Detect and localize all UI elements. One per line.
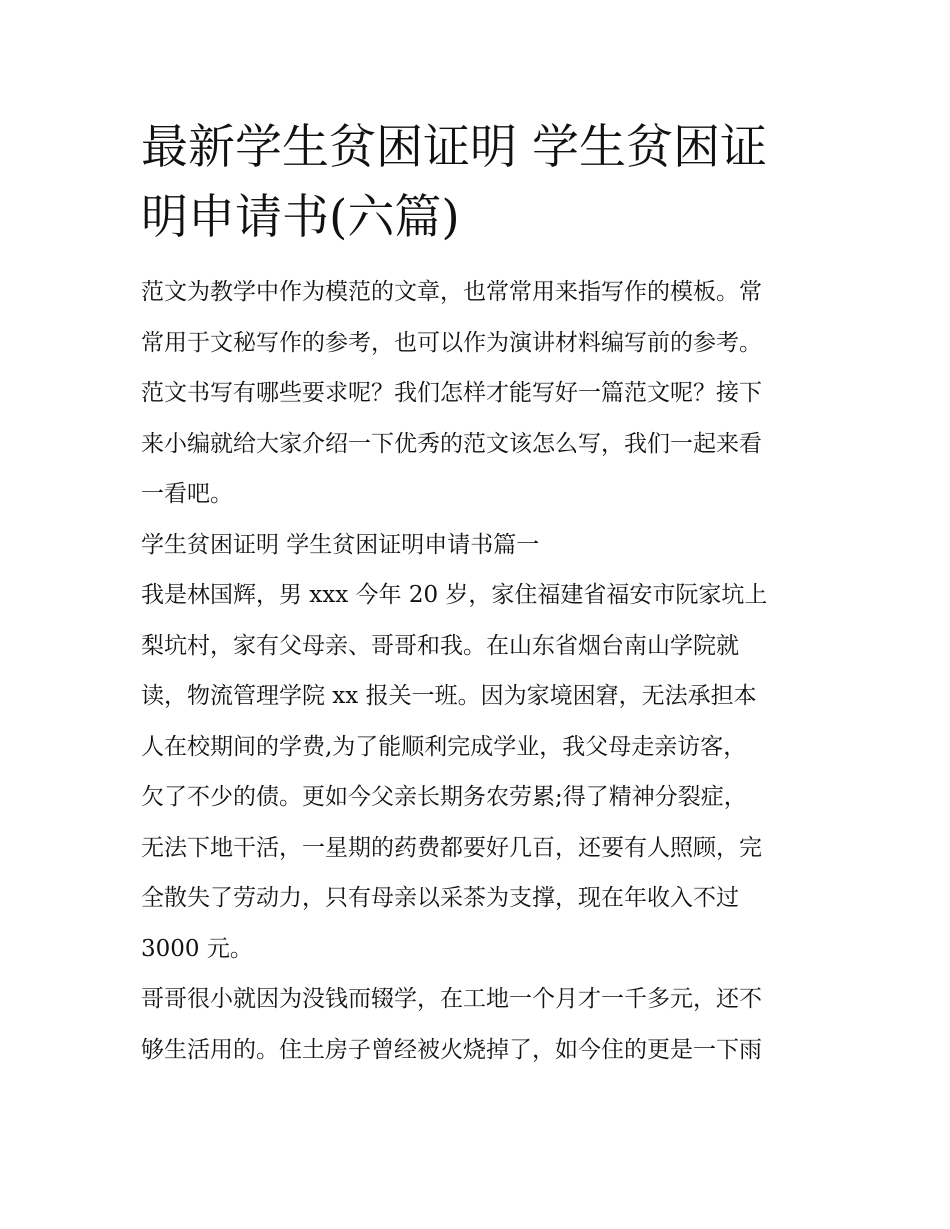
- document-title: 最新学生贫困证明 学生贫困证 明申请书(六篇): [141, 120, 767, 245]
- document-content: [141, 113, 821, 1075]
- intro-paragraph: 范文为教学中作为模范的文章，也常常用来指写作的模板。常 常用于文秘写作的参考，也可以作为演讲材料编写前的参考。 范文书写有哪些要求呢？我们怎样才能写好一篇范文呢？接下 来小编就给大家介绍一下优秀的范文该怎么写，我们一起来看 一看吧。: [141, 279, 762, 507]
- body-paragraph-1: 我是林国辉，男 xxx 今年 20 岁，家住福建省福安市阮家坑上 梨坑村，家有父母亲、哥哥和我。在山东省烟台南山学院就 读，物流管理学院 xx 报关一班。因为家境困窘，无法承担本 人在校期间的学费,为了能顺利完成学业，我父母走亲访客， 欠了不少的债。更如今父亲长期务农劳累;得了精神分裂症， 无法下地干活，一星期的药费都要好几百，还要有人照顾，完 全散失了劳动力，只有母亲以采茶为支撑，现在年收入不过 3000 元。: [141, 582, 768, 962]
- body-paragraph-2: 哥哥很小就因为没钱而辍学，在工地一个月才一千多元，还不 够生活用的。住土房子曾经被火烧掉了，如今住的更是一下雨: [141, 986, 762, 1063]
- section-heading: 学生贫困证明 学生贫困证明申请书篇一: [141, 531, 540, 558]
